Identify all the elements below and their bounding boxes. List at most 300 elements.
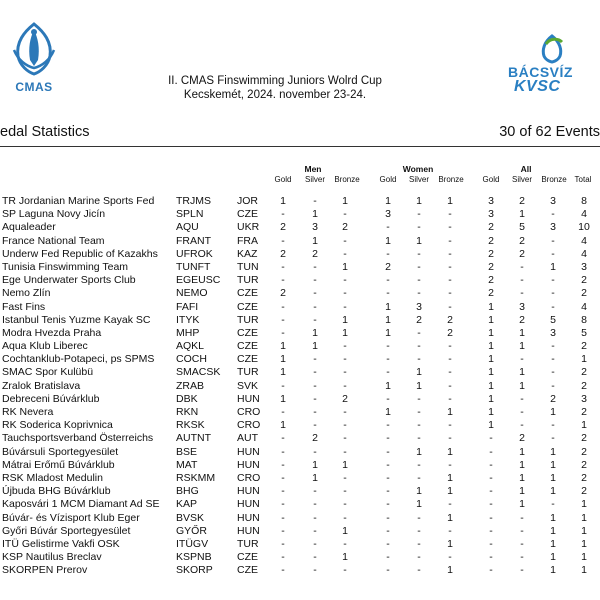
- cell-men-gold: 2: [280, 221, 286, 234]
- cell-men-gold: -: [281, 524, 285, 537]
- cell-all-silver: 1: [519, 340, 525, 353]
- nation-code: CZE: [237, 300, 258, 313]
- cell-all-silver: -: [520, 524, 524, 537]
- club-code: DBK: [176, 392, 198, 405]
- cell-women-bronze: -: [448, 432, 452, 445]
- cell-men-silver: 1: [312, 458, 318, 471]
- cell-all-bronze: 1: [550, 260, 556, 273]
- cell-total: 2: [581, 340, 587, 353]
- cell-all-gold: 2: [488, 274, 494, 287]
- cell-women-gold: 1: [385, 406, 391, 418]
- cell-men-gold: -: [281, 208, 285, 221]
- cell-total: 3: [581, 392, 587, 405]
- cell-women-bronze: 1: [447, 406, 453, 418]
- nation-code: TUR: [237, 366, 259, 379]
- cell-men-gold: -: [281, 274, 285, 287]
- cell-women-silver: -: [417, 432, 421, 445]
- club-code: AQKL: [176, 340, 205, 353]
- event-title-line2: Kecskemét, 2024. november 23-24.: [183, 89, 367, 101]
- cell-men-gold: -: [281, 458, 285, 471]
- table-row: [0, 472, 600, 485]
- col-men-silver: Silver: [304, 175, 325, 184]
- cell-women-gold: -: [386, 498, 390, 511]
- club-name: Fast Fins: [2, 300, 46, 313]
- cell-women-gold: 1: [385, 313, 391, 326]
- club-name: Tauchsportsverband Österreichs: [2, 432, 154, 445]
- events-count: 30 of 62 Events: [499, 124, 600, 140]
- cell-all-silver: 2: [519, 195, 525, 207]
- club-name: TR Jordanian Marine Sports Fed: [2, 195, 155, 207]
- cell-total: 8: [581, 195, 587, 207]
- cell-men-bronze: -: [343, 274, 347, 287]
- cell-women-gold: -: [386, 524, 390, 537]
- cell-women-silver: -: [417, 353, 421, 366]
- cell-men-gold: 2: [280, 247, 286, 260]
- section-title: edal Statistics: [0, 124, 90, 140]
- cell-all-bronze: -: [551, 234, 555, 247]
- club-name: RK Nevera: [2, 406, 54, 418]
- club-code: MAT: [176, 458, 198, 471]
- nation-code: CZE: [237, 326, 258, 339]
- cell-men-bronze: 1: [342, 326, 348, 339]
- nation-code: TUR: [237, 313, 259, 326]
- club-code: BVSK: [176, 511, 205, 524]
- cell-all-silver: -: [520, 287, 524, 300]
- cell-all-gold: -: [489, 498, 493, 511]
- club-name: Debreceni Búvárklub: [2, 392, 100, 405]
- cell-women-silver: -: [417, 260, 421, 273]
- cell-men-silver: 1: [312, 326, 318, 339]
- club-name: KSP Nautilus Breclav: [2, 551, 102, 564]
- cell-all-gold: 2: [488, 221, 494, 234]
- club-name: Istanbul Tenis Yuzme Kayak SC: [2, 313, 151, 326]
- club-code: GYŐR: [176, 524, 207, 537]
- cell-women-bronze: -: [448, 221, 452, 234]
- cell-all-silver: 2: [519, 432, 525, 445]
- cell-all-silver: -: [520, 537, 524, 550]
- cell-men-bronze: -: [343, 340, 347, 353]
- table-row: [0, 195, 600, 208]
- cell-men-gold: -: [281, 511, 285, 524]
- table-row: [0, 419, 600, 432]
- cell-men-bronze: 1: [342, 195, 348, 207]
- cell-men-silver: -: [313, 511, 317, 524]
- cell-women-bronze: -: [448, 366, 452, 379]
- cell-men-bronze: -: [343, 234, 347, 247]
- cell-women-bronze: -: [448, 234, 452, 247]
- cell-women-silver: -: [417, 221, 421, 234]
- nation-code: TUR: [237, 537, 259, 550]
- cell-men-silver: 1: [312, 208, 318, 221]
- cell-men-bronze: -: [343, 300, 347, 313]
- cell-all-silver: 1: [519, 471, 525, 484]
- cell-women-bronze: 1: [447, 445, 453, 458]
- club-code: ITYK: [176, 313, 200, 326]
- cell-all-bronze: 1: [550, 551, 556, 564]
- cell-women-bronze: 1: [447, 485, 453, 498]
- cell-total: 1: [581, 353, 587, 366]
- cell-men-gold: 2: [280, 287, 286, 300]
- table-row: [0, 406, 600, 419]
- cell-women-bronze: -: [448, 274, 452, 287]
- nation-code: CZE: [237, 287, 258, 300]
- cell-all-gold: 2: [488, 247, 494, 260]
- cell-women-bronze: 1: [447, 195, 453, 207]
- club-code: SKORP: [176, 564, 213, 577]
- cell-men-gold: 1: [280, 366, 286, 379]
- cell-all-bronze: -: [551, 208, 555, 221]
- club-name: Kaposvári 1 MCM Diamant Ad SE: [2, 498, 160, 511]
- club-code: FAFI: [176, 300, 199, 313]
- cell-all-silver: 1: [519, 458, 525, 471]
- cell-men-gold: -: [281, 551, 285, 564]
- cell-women-bronze: 1: [447, 471, 453, 484]
- nation-code: KAZ: [237, 247, 258, 260]
- cell-women-bronze: -: [448, 458, 452, 471]
- cell-all-silver: -: [520, 274, 524, 287]
- cell-total: 1: [581, 551, 587, 564]
- cell-all-gold: 2: [488, 260, 494, 273]
- cell-all-bronze: -: [551, 498, 555, 511]
- cell-women-gold: 2: [385, 260, 391, 273]
- club-name: France National Team: [2, 234, 105, 247]
- cell-women-bronze: 2: [447, 313, 453, 326]
- cmas-emblem-icon: [6, 20, 62, 78]
- cell-men-silver: -: [313, 498, 317, 511]
- group-header-men: Men: [304, 164, 322, 174]
- cell-men-silver: -: [313, 379, 317, 392]
- cell-all-bronze: 1: [550, 458, 556, 471]
- club-name: Nemo Zlín: [2, 287, 51, 300]
- club-code: FRANT: [176, 234, 211, 247]
- club-code: AUTNT: [176, 432, 211, 445]
- cell-all-bronze: -: [551, 366, 555, 379]
- cell-all-gold: -: [489, 537, 493, 550]
- table-row: [0, 432, 600, 445]
- club-code: TUNFT: [176, 260, 211, 273]
- cell-men-bronze: -: [343, 432, 347, 445]
- nation-code: CZE: [237, 208, 258, 221]
- cell-men-bronze: -: [343, 379, 347, 392]
- cell-men-gold: 1: [280, 392, 286, 405]
- cell-all-silver: 1: [519, 208, 525, 221]
- cell-all-silver: -: [520, 392, 524, 405]
- cell-all-silver: 5: [519, 221, 525, 234]
- cell-men-bronze: -: [343, 247, 347, 260]
- cell-all-silver: -: [520, 419, 524, 432]
- cell-men-gold: -: [281, 260, 285, 273]
- table-row: [0, 274, 600, 287]
- table-row: [0, 261, 600, 274]
- club-name: SKORPEN Prerov: [2, 564, 88, 577]
- cell-men-silver: -: [313, 419, 317, 432]
- cell-women-bronze: -: [448, 353, 452, 366]
- table-row: [0, 287, 600, 300]
- cell-total: 2: [581, 458, 587, 471]
- cell-all-bronze: -: [551, 274, 555, 287]
- cell-total: 4: [581, 247, 587, 260]
- club-code: BSE: [176, 445, 198, 458]
- cell-men-bronze: -: [343, 406, 347, 418]
- cell-women-gold: -: [386, 485, 390, 498]
- cell-all-gold: 1: [488, 326, 494, 339]
- cell-total: 8: [581, 313, 587, 326]
- event-title-line1: II. CMAS Finswimming Juniors Wolrd Cup: [168, 75, 382, 87]
- cell-men-bronze: -: [343, 471, 347, 484]
- cell-all-bronze: 3: [550, 195, 556, 207]
- cell-women-bronze: 1: [447, 564, 453, 577]
- cell-men-gold: -: [281, 379, 285, 392]
- cell-all-gold: -: [489, 511, 493, 524]
- club-name: ITÜ Gelistirme Vakfi OSK: [2, 537, 120, 550]
- medal-table: [0, 195, 600, 577]
- cell-all-bronze: 1: [550, 537, 556, 550]
- club-name: Modra Hvezda Praha: [2, 326, 102, 339]
- cell-total: 4: [581, 234, 587, 247]
- cell-women-silver: 1: [416, 234, 422, 247]
- cell-women-bronze: 2: [447, 326, 453, 339]
- cell-men-silver: -: [313, 274, 317, 287]
- cell-men-gold: -: [281, 300, 285, 313]
- event-title: [110, 74, 440, 102]
- cell-men-bronze: -: [343, 537, 347, 550]
- cell-men-gold: -: [281, 445, 285, 458]
- club-name: RSK Mladost Medulin: [2, 471, 103, 484]
- cell-men-silver: 1: [312, 340, 318, 353]
- cell-all-silver: 1: [519, 326, 525, 339]
- cell-total: 2: [581, 287, 587, 300]
- nation-code: CRO: [237, 471, 261, 484]
- col-total: Total: [574, 175, 592, 184]
- cell-all-gold: -: [489, 458, 493, 471]
- cell-all-gold: 3: [488, 208, 494, 221]
- cell-men-silver: 1: [312, 471, 318, 484]
- table-row: [0, 340, 600, 353]
- cmas-logo-text: CMAS: [15, 80, 53, 94]
- cell-women-bronze: -: [448, 247, 452, 260]
- cell-men-silver: -: [313, 313, 317, 326]
- cell-women-silver: -: [417, 392, 421, 405]
- cell-total: 1: [581, 511, 587, 524]
- cell-men-silver: -: [313, 445, 317, 458]
- cell-all-bronze: 2: [550, 392, 556, 405]
- nation-code: CZE: [237, 564, 258, 577]
- club-name: RK Soderica Koprivnica: [2, 419, 113, 432]
- cell-all-gold: 1: [488, 300, 494, 313]
- cell-men-bronze: -: [343, 498, 347, 511]
- cell-all-gold: -: [489, 471, 493, 484]
- nation-code: TUR: [237, 274, 259, 287]
- cell-men-silver: -: [313, 537, 317, 550]
- cell-all-bronze: 1: [550, 406, 556, 418]
- table-row: [0, 551, 600, 564]
- club-name: Újbuda BHG Búvárklub: [2, 485, 111, 498]
- table-row: [0, 327, 600, 340]
- cell-women-gold: -: [386, 366, 390, 379]
- cell-all-gold: 1: [488, 353, 494, 366]
- col-women-silver: Silver: [408, 175, 429, 184]
- cell-women-bronze: 1: [447, 511, 453, 524]
- table-row: [0, 208, 600, 221]
- club-code: COCH: [176, 353, 207, 366]
- cell-women-silver: -: [417, 208, 421, 221]
- cell-all-gold: -: [489, 485, 493, 498]
- cell-men-bronze: -: [343, 366, 347, 379]
- cell-all-silver: -: [520, 406, 524, 418]
- cell-women-gold: -: [386, 551, 390, 564]
- cell-men-silver: -: [313, 260, 317, 273]
- cell-men-silver: -: [313, 524, 317, 537]
- club-code: RKSK: [176, 419, 205, 432]
- cell-men-gold: -: [281, 485, 285, 498]
- cell-all-bronze: 5: [550, 313, 556, 326]
- club-code: KSPNB: [176, 551, 212, 564]
- cell-women-gold: 1: [385, 326, 391, 339]
- table-row: [0, 353, 600, 366]
- cell-all-bronze: -: [551, 247, 555, 260]
- col-men-gold: Gold: [274, 175, 292, 184]
- cell-women-silver: -: [417, 564, 421, 577]
- table-row: [0, 446, 600, 459]
- cell-women-gold: 1: [385, 379, 391, 392]
- cell-all-gold: 1: [488, 406, 494, 418]
- cell-men-silver: 3: [312, 221, 318, 234]
- cell-all-gold: 2: [488, 234, 494, 247]
- cell-all-silver: 1: [519, 379, 525, 392]
- nation-code: CRO: [237, 406, 261, 418]
- nation-code: FRA: [237, 234, 258, 247]
- nation-code: HUN: [237, 392, 260, 405]
- club-name: Búvár- és Vízisport Klub Eger: [2, 511, 140, 524]
- cell-men-bronze: 1: [342, 260, 348, 273]
- cell-men-gold: -: [281, 326, 285, 339]
- cell-all-gold: -: [489, 564, 493, 577]
- cell-all-silver: -: [520, 511, 524, 524]
- cell-total: 2: [581, 432, 587, 445]
- cell-women-silver: -: [417, 287, 421, 300]
- cell-total: 1: [581, 537, 587, 550]
- cell-women-silver: -: [417, 524, 421, 537]
- cell-men-bronze: -: [343, 485, 347, 498]
- nation-code: HUN: [237, 485, 260, 498]
- col-women-bronze: Bronze: [438, 175, 464, 184]
- cell-total: 3: [581, 260, 587, 273]
- cell-women-silver: 2: [416, 313, 422, 326]
- cell-all-silver: 3: [519, 300, 525, 313]
- cell-total: 2: [581, 379, 587, 392]
- cell-men-gold: -: [281, 564, 285, 577]
- cell-women-gold: -: [386, 221, 390, 234]
- cell-women-gold: -: [386, 247, 390, 260]
- cell-total: 1: [581, 419, 587, 432]
- cell-all-bronze: 1: [550, 485, 556, 498]
- cell-all-gold: -: [489, 551, 493, 564]
- cell-women-bronze: -: [448, 498, 452, 511]
- cell-women-bronze: -: [448, 260, 452, 273]
- cell-women-silver: -: [417, 340, 421, 353]
- club-name: Underw Fed Republic of Kazakhs: [2, 247, 158, 260]
- col-men-bronze: Bronze: [334, 175, 360, 184]
- cell-women-bronze: -: [448, 379, 452, 392]
- nation-code: SVK: [237, 379, 259, 392]
- club-code: AQU: [176, 221, 199, 234]
- cell-women-silver: 1: [416, 195, 422, 207]
- nation-code: TUN: [237, 260, 259, 273]
- cell-men-bronze: -: [343, 445, 347, 458]
- cell-all-silver: 2: [519, 313, 525, 326]
- cell-men-silver: -: [313, 366, 317, 379]
- cell-women-silver: -: [417, 247, 421, 260]
- club-name: Zralok Bratislava: [2, 379, 81, 392]
- cell-women-gold: -: [386, 274, 390, 287]
- cell-all-silver: 1: [519, 366, 525, 379]
- cell-all-bronze: 1: [550, 564, 556, 577]
- cell-women-silver: -: [417, 537, 421, 550]
- nation-code: HUN: [237, 498, 260, 511]
- cell-all-bronze: 1: [550, 471, 556, 484]
- cell-women-bronze: -: [448, 287, 452, 300]
- cell-men-silver: -: [313, 406, 317, 418]
- cell-women-gold: -: [386, 353, 390, 366]
- cell-men-gold: -: [281, 313, 285, 326]
- cell-women-gold: 1: [385, 234, 391, 247]
- club-name: SMAC Spor Kulübü: [2, 366, 94, 379]
- cell-women-silver: 1: [416, 366, 422, 379]
- club-code: SMACSK: [176, 366, 221, 379]
- cell-women-gold: -: [386, 511, 390, 524]
- cell-men-bronze: 1: [342, 313, 348, 326]
- cell-men-gold: -: [281, 234, 285, 247]
- cell-all-silver: 1: [519, 485, 525, 498]
- cell-all-bronze: -: [551, 287, 555, 300]
- cell-women-gold: -: [386, 445, 390, 458]
- cell-men-silver: -: [313, 300, 317, 313]
- cell-all-bronze: -: [551, 353, 555, 366]
- cell-all-gold: 1: [488, 340, 494, 353]
- cmas-logo: [6, 20, 62, 100]
- cell-men-bronze: -: [343, 287, 347, 300]
- cell-women-silver: 1: [416, 445, 422, 458]
- cell-total: 2: [581, 471, 587, 484]
- group-header-women: Women: [402, 164, 434, 174]
- club-code: EGEUSC: [176, 274, 221, 287]
- cell-women-gold: -: [386, 432, 390, 445]
- cell-all-silver: 1: [519, 445, 525, 458]
- nation-code: CRO: [237, 419, 261, 432]
- nation-code: JOR: [237, 195, 258, 207]
- nation-code: HUN: [237, 458, 260, 471]
- cell-men-bronze: -: [343, 353, 347, 366]
- cell-all-gold: 3: [488, 195, 494, 207]
- cell-men-silver: -: [313, 551, 317, 564]
- table-row: [0, 525, 600, 538]
- cell-men-silver: 2: [312, 432, 318, 445]
- cell-total: 1: [581, 524, 587, 537]
- cell-men-silver: -: [313, 353, 317, 366]
- kvsc-text: KVSC: [514, 78, 561, 95]
- cell-women-gold: -: [386, 340, 390, 353]
- cell-all-gold: -: [489, 432, 493, 445]
- club-name: Cochtanklub-Potapeci, ps SPMS: [2, 353, 155, 366]
- cell-women-gold: 3: [385, 208, 391, 221]
- nation-code: CZE: [237, 551, 258, 564]
- cell-women-gold: 1: [385, 195, 391, 207]
- table-row: [0, 512, 600, 525]
- cell-women-bronze: -: [448, 419, 452, 432]
- cell-women-silver: -: [417, 511, 421, 524]
- table-row: [0, 564, 600, 577]
- cell-women-silver: 3: [416, 300, 422, 313]
